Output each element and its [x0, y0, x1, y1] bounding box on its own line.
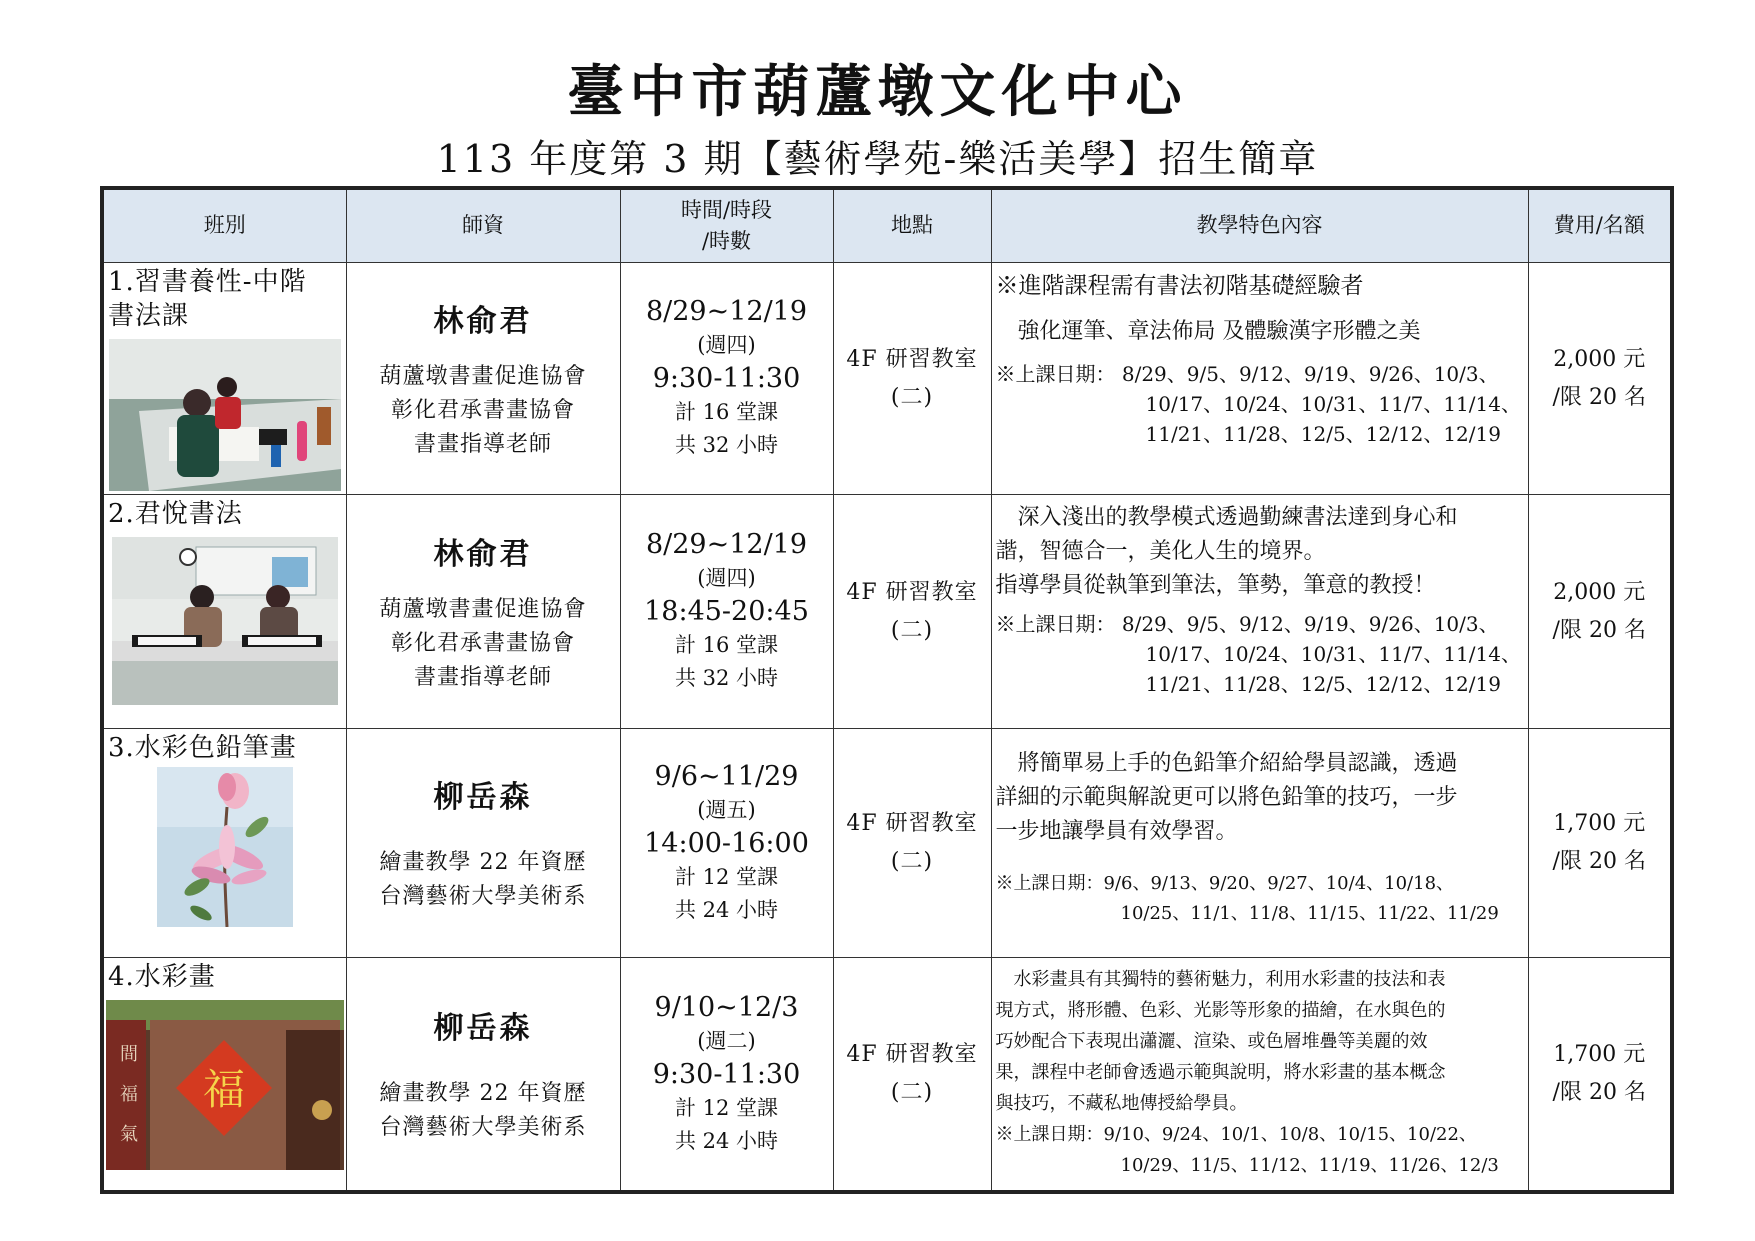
- content-line: 水彩畫具有其獨特的藝術魅力，利用水彩畫的技法和表: [995, 969, 1446, 991]
- col-header-place: 地點: [833, 188, 991, 263]
- date-range: 8/29~12/19: [645, 296, 808, 328]
- teacher-name: 林俞君: [433, 536, 533, 572]
- fee-amount: 1,700 元: [1553, 811, 1646, 837]
- place-room-number: (二): [890, 384, 934, 410]
- weekday: (週四): [697, 566, 756, 591]
- teacher-cell: [346, 958, 620, 1192]
- teacher-cell: [346, 495, 620, 729]
- fee-cell: [1528, 729, 1672, 958]
- weekday: (週五): [697, 797, 756, 822]
- teacher-cell: [346, 263, 620, 495]
- col-header-time: [620, 188, 833, 263]
- class-hours: 18:45-20:45: [644, 596, 809, 628]
- place-room-number: (二): [890, 849, 934, 875]
- place-cell: [833, 263, 991, 495]
- fee-cell: [1528, 495, 1672, 729]
- couplet-mark: 福: [120, 1084, 138, 1106]
- table-row: [102, 263, 1672, 495]
- class-hours: 14:00-16:00: [644, 827, 809, 859]
- content-line: 現方式，將形體、色彩、光影等形象的描繪，在水與色的: [995, 1000, 1446, 1022]
- teacher-info: 繪畫教學 22 年資歷: [379, 850, 587, 876]
- teacher-info: 繪畫教學 22 年資歷: [379, 1081, 587, 1107]
- teacher-name: 林俞君: [433, 303, 533, 339]
- class-dates: 11/21、11/28、12/5、12/12、12/19: [1145, 422, 1501, 446]
- content-line: ※進階課程需有書法初階基礎經驗者: [995, 273, 1364, 299]
- course-name: 2.君悅書法: [108, 499, 243, 530]
- place-room-number: (二): [890, 1080, 934, 1106]
- col-header-teacher: 師資: [346, 188, 620, 263]
- place-room: 4F 研習教室: [846, 811, 978, 837]
- time-cell: [620, 263, 833, 495]
- content-cell: [991, 495, 1528, 729]
- fee-amount: 2,000 元: [1553, 579, 1646, 605]
- total-hours: 共 32 小時: [674, 433, 779, 458]
- col-header-class: 班別: [102, 188, 346, 263]
- table-row: [102, 958, 1672, 1192]
- fu-character: 福: [202, 1065, 246, 1115]
- col-header-content: 教學特色內容: [991, 188, 1528, 263]
- content-cell: [991, 958, 1528, 1192]
- watercolor-fu-couplet-painting: [106, 1000, 344, 1170]
- session-count: 計 16 堂課: [674, 633, 779, 658]
- quota: /限 20 名: [1552, 384, 1646, 410]
- course-name-cell: [102, 495, 346, 729]
- fee-amount: 2,000 元: [1553, 346, 1646, 372]
- page-subtitle: 113 年度第 3 期【藝術學苑-樂活美學】招生簡章: [436, 137, 1319, 181]
- course-name-cell: [102, 729, 346, 958]
- total-hours: 共 24 小時: [674, 1128, 779, 1153]
- content-line: 果，課程中老師會透過示範與說明，將水彩畫的基本概念: [995, 1062, 1446, 1084]
- teacher-info: 書畫指導老師: [413, 431, 552, 457]
- couplet-mark: 間: [120, 1044, 138, 1066]
- teacher-info: 書畫指導老師: [413, 664, 552, 690]
- teacher-cell: [346, 729, 620, 958]
- date-range: 9/10~12/3: [654, 991, 799, 1023]
- course-name: 4.水彩畫: [108, 962, 216, 993]
- course-name-line2: 書法課: [108, 301, 190, 331]
- time-cell: [620, 495, 833, 729]
- quota: /限 20 名: [1552, 1080, 1646, 1106]
- content-line: 巧妙配合下表現出瀟灑、渲染、或色層堆疊等美麗的效: [995, 1031, 1428, 1053]
- course-name-cell: [102, 958, 346, 1192]
- teacher-name: 柳岳森: [433, 1011, 533, 1047]
- content-line: 一步地讓學員有效學習。: [995, 819, 1238, 845]
- calligraphy-classroom-photo: [112, 537, 338, 705]
- teacher-info: 彰化君承書畫協會: [390, 397, 575, 423]
- table-row: [102, 729, 1672, 958]
- teacher-info: 葫蘆墩書畫促進協會: [379, 363, 587, 389]
- class-dates: ※上課日期：9/6、9/13、9/20、9/27、10/4、10/18、: [995, 873, 1455, 895]
- teacher-name: 柳岳森: [433, 780, 533, 816]
- place-room: 4F 研習教室: [846, 1042, 978, 1068]
- fee-cell: [1528, 958, 1672, 1192]
- time-cell: [620, 958, 833, 1192]
- quota: /限 20 名: [1552, 617, 1646, 643]
- date-range: 9/6~11/29: [654, 760, 799, 792]
- place-room-number: (二): [890, 617, 934, 643]
- class-hours: 9:30-11:30: [652, 1058, 801, 1090]
- col-header-time-l1: 時間/時段: [680, 197, 773, 222]
- magnolia-colored-pencil-drawing: [157, 767, 293, 927]
- content-line: 諧，智德合一，美化人生的境界。: [995, 539, 1326, 565]
- weekday: (週二): [697, 1028, 756, 1053]
- class-dates: 10/17、10/24、10/31、11/7、11/14、: [1145, 392, 1521, 416]
- teacher-info: 彰化君承書畫協會: [390, 630, 575, 656]
- course-name-cell: [102, 263, 346, 495]
- content-line: 與技巧，不藏私地傳授給學員。: [995, 1093, 1248, 1115]
- date-range: 8/29~12/19: [645, 529, 808, 561]
- table-header-row: [102, 188, 1672, 263]
- place-room: 4F 研習教室: [846, 346, 978, 372]
- class-dates: 10/25、11/1、11/8、11/15、11/22、11/29: [1120, 903, 1499, 925]
- teacher-info: 台灣藝術大學美術系: [379, 884, 587, 910]
- content-line: 將簡單易上手的色鉛筆介紹給學員認識，透過: [995, 751, 1458, 777]
- class-dates: 10/17、10/24、10/31、11/7、11/14、: [1145, 642, 1521, 667]
- fee-amount: 1,700 元: [1553, 1042, 1646, 1068]
- weekday: (週四): [697, 333, 756, 358]
- class-dates: 10/29、11/5、11/12、11/19、11/26、12/3: [1120, 1155, 1499, 1177]
- place-cell: [833, 958, 991, 1192]
- total-hours: 共 32 小時: [674, 666, 779, 691]
- calligraphy-class-photo: [109, 339, 341, 491]
- teacher-info: 台灣藝術大學美術系: [379, 1115, 587, 1141]
- table-row: [102, 495, 1672, 729]
- quota: /限 20 名: [1552, 849, 1646, 875]
- content-cell: [991, 729, 1528, 958]
- class-dates: 11/21、11/28、12/5、12/12、12/19: [1145, 672, 1501, 697]
- page-title: 臺中市葫蘆墩文化中心: [567, 60, 1188, 125]
- col-header-fee: 費用/名額: [1528, 188, 1672, 263]
- place-room: 4F 研習教室: [846, 579, 978, 605]
- class-dates: ※上課日期： 8/29、9/5、9/12、9/19、9/26、10/3、: [995, 612, 1499, 637]
- couplet-mark: 氣: [120, 1124, 138, 1146]
- class-dates: ※上課日期：9/10、9/24、10/1、10/8、10/15、10/22、: [995, 1124, 1477, 1146]
- class-dates: ※上課日期： 8/29、9/5、9/12、9/19、9/26、10/3、: [995, 362, 1499, 386]
- content-line: 詳細的示範與解說更可以將色鉛筆的技巧，一步: [995, 785, 1458, 811]
- session-count: 計 12 堂課: [674, 864, 779, 889]
- time-cell: [620, 729, 833, 958]
- session-count: 計 12 堂課: [674, 1095, 779, 1120]
- place-cell: [833, 729, 991, 958]
- content-cell: [991, 263, 1528, 495]
- place-cell: [833, 495, 991, 729]
- session-count: 計 16 堂課: [674, 400, 779, 425]
- teacher-info: 葫蘆墩書畫促進協會: [379, 596, 587, 622]
- col-header-time-l2: /時數: [701, 229, 752, 253]
- total-hours: 共 24 小時: [674, 897, 779, 922]
- course-table: [100, 186, 1674, 1194]
- fee-cell: [1528, 263, 1672, 495]
- content-line: 強化運筆、章法佈局 及體驗漢字形體之美: [995, 319, 1421, 344]
- course-name: 1.習書養性-中階: [108, 267, 307, 297]
- class-hours: 9:30-11:30: [652, 363, 801, 395]
- content-line: 指導學員從執筆到筆法，筆勢，筆意的教授！: [995, 573, 1436, 599]
- course-name: 3.水彩色鉛筆畫: [108, 733, 297, 764]
- content-line: 深入淺出的教學模式透過勤練書法達到身心和: [995, 505, 1458, 531]
